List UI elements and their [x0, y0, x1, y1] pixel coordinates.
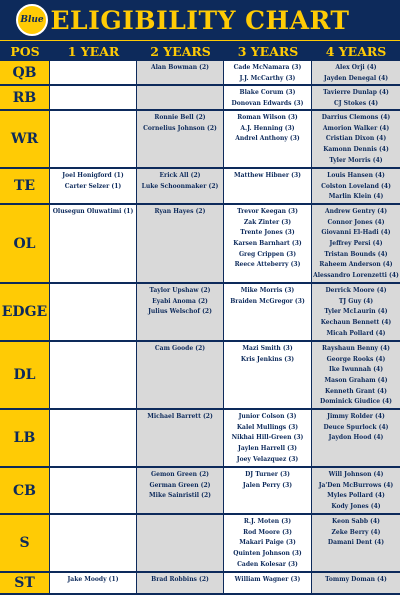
player-name: Jake Moody (1) — [67, 576, 119, 583]
player-name: Marlin Klein (4) — [328, 193, 384, 201]
player-name: Jayden Denegal (4) — [323, 74, 389, 82]
player-name: Rod Moore (3) — [243, 528, 292, 536]
player-name: Eyabi Anoma (2) — [152, 297, 208, 305]
table-row — [0, 468, 400, 515]
player-name: Braiden McGregor (3) — [230, 297, 305, 305]
table-row — [0, 410, 400, 468]
cell-y3 — [224, 342, 312, 408]
player-name: Zak Zinter (3) — [243, 218, 292, 226]
player-name: Kechaun Bennett (4) — [320, 319, 392, 327]
player-name: Ja'Den McBurrows (4) — [318, 481, 394, 489]
player-name: Carter Selzer (1) — [64, 182, 122, 190]
cell-y3 — [224, 573, 312, 593]
cell-y2 — [137, 342, 224, 408]
position-label: WR — [0, 111, 50, 167]
player-name: Tommy Doman (4) — [325, 576, 387, 583]
cell-y4 — [312, 573, 400, 593]
player-name: Amorion Walker (4) — [322, 124, 390, 132]
player-name: Louis Hansen (4) — [327, 172, 385, 179]
cell-y4 — [312, 169, 400, 203]
position-label: LB — [0, 410, 50, 466]
position-label: OL — [0, 205, 50, 282]
player-name: Deuce Spurlock (4) — [323, 423, 389, 431]
table-row — [0, 342, 400, 410]
player-name: Zeke Berry (4) — [331, 528, 381, 536]
cell-y2 — [137, 468, 224, 513]
eligibility-table — [0, 61, 400, 595]
player-name: Michael Barrett (2) — [147, 413, 213, 420]
cell-y1 — [50, 61, 137, 84]
table-row — [0, 111, 400, 169]
cell-y4 — [312, 111, 400, 167]
player-name: Cade McNamara (3) — [233, 64, 302, 71]
player-name: Alex Orji (4) — [335, 64, 377, 71]
table-row — [0, 573, 400, 595]
player-name: R.J. Moten (3) — [243, 518, 292, 525]
cell-y1 — [50, 515, 137, 571]
position-label: RB — [0, 86, 50, 109]
cell-y3 — [224, 111, 312, 167]
cell-y1 — [50, 205, 137, 282]
column-header-3-years: 3 YEARS — [224, 40, 312, 61]
player-name: Tyler Morris (4) — [329, 156, 383, 164]
player-name: Kamonn Dennis (4) — [323, 146, 389, 154]
player-name: Keon Sabb (4) — [332, 518, 380, 525]
cell-y4 — [312, 86, 400, 109]
column-header-1-year: 1 YEAR — [50, 40, 137, 61]
player-name: Donovan Edwards (3) — [231, 99, 304, 107]
player-name: George Rooks (4) — [326, 355, 386, 363]
player-name: DJ Turner (3) — [245, 471, 290, 478]
table-row — [0, 284, 400, 342]
cell-y4 — [312, 468, 400, 513]
cell-y4 — [312, 515, 400, 571]
player-name: Alessandro Lorenzetti (4) — [313, 272, 399, 280]
cell-y1 — [50, 573, 137, 593]
player-name: Trente Jones (3) — [240, 229, 295, 237]
cell-y3 — [224, 169, 312, 203]
player-name: Karsen Barnhart (3) — [233, 240, 302, 248]
player-name: Damani Dent (4) — [327, 539, 385, 547]
cell-y2 — [137, 284, 224, 340]
player-name: Micah Pollard (4) — [326, 329, 386, 337]
player-name: German Green (2) — [149, 481, 211, 489]
cell-y1 — [50, 342, 137, 408]
player-name: Alan Bowman (2) — [150, 64, 210, 71]
player-name: Olusegun Oluwatimi (1) — [52, 208, 134, 215]
player-name: Trevor Keegan (3) — [237, 208, 298, 215]
cell-y1 — [50, 468, 137, 513]
position-label: ST — [0, 573, 50, 593]
player-name: TJ Guy (4) — [338, 297, 374, 305]
page-title: ELIGIBILITY CHART — [50, 5, 350, 35]
player-name: Nikhai Hill-Green (3) — [231, 434, 304, 442]
player-name: Brad Robbins (2) — [151, 576, 209, 583]
player-name: Rayshaun Benny (4) — [322, 345, 390, 352]
cell-y2 — [137, 410, 224, 466]
logo-text: Blue — [20, 14, 44, 25]
position-label: DL — [0, 342, 50, 408]
cell-y1 — [50, 284, 137, 340]
player-name: Caden Kolesar (3) — [237, 560, 298, 568]
player-name: Mike Sainristil (2) — [149, 492, 211, 500]
player-name: Dominick Giudice (4) — [319, 398, 393, 406]
table-row — [0, 515, 400, 573]
table-row — [0, 86, 400, 111]
position-label: QB — [0, 61, 50, 84]
cell-y2 — [137, 169, 224, 203]
player-name: William Wagner (3) — [234, 576, 301, 583]
column-header-2-years: 2 YEARS — [137, 40, 224, 61]
cell-y2 — [137, 573, 224, 593]
table-row — [0, 205, 400, 284]
player-name: Jalen Perry (3) — [242, 481, 293, 489]
player-name: Will Johnson (4) — [328, 471, 384, 478]
player-name: Jaylen Harrell (3) — [238, 445, 297, 453]
player-name: Kris Jenkins (3) — [240, 355, 295, 363]
player-name: Connor Jones (4) — [327, 218, 385, 226]
cell-y3 — [224, 410, 312, 466]
player-name: Jeffrey Persi (4) — [329, 240, 383, 248]
player-name: Blake Corum (3) — [239, 89, 296, 96]
player-name: Kenneth Grant (4) — [325, 387, 387, 395]
player-name: Derrick Moore (4) — [325, 287, 387, 294]
player-name: Jimmy Rolder (4) — [327, 413, 385, 420]
player-name: J.J. McCarthy (3) — [239, 74, 296, 82]
player-name: Raheem Anderson (4) — [319, 261, 393, 269]
cell-y3 — [224, 515, 312, 571]
player-name: Kody Jones (4) — [331, 503, 381, 511]
player-name: Ronnie Bell (2) — [154, 114, 206, 121]
cell-y1 — [50, 86, 137, 109]
player-name: Cristian Dixon (4) — [325, 135, 387, 143]
cell-y4 — [312, 410, 400, 466]
column-header-4-years: 4 YEARS — [312, 40, 400, 61]
player-name: Junior Colson (3) — [238, 413, 297, 420]
player-name: Luke Schoonmaker (2) — [141, 182, 219, 190]
player-name: Colston Loveland (4) — [321, 182, 391, 190]
player-name: Roman Wilson (3) — [237, 114, 298, 121]
player-name: Myles Pollard (4) — [327, 492, 385, 500]
player-name: A.J. Henning (3) — [240, 124, 295, 132]
player-name: Ike Iwunnah (4) — [328, 366, 384, 374]
cell-y3 — [224, 468, 312, 513]
cell-y1 — [50, 410, 137, 466]
player-name: Andrel Anthony (3) — [235, 135, 300, 143]
player-name: CJ Stokes (4) — [333, 99, 379, 107]
cell-y2 — [137, 61, 224, 84]
player-name: Mason Graham (4) — [324, 377, 388, 385]
player-name: Tavierre Dunlap (4) — [323, 89, 389, 96]
player-name: Julius Welschof (2) — [148, 308, 212, 316]
cell-y3 — [224, 205, 312, 282]
player-name: Reece Atteberry (3) — [234, 261, 301, 269]
player-name: Ryan Hayes (2) — [154, 208, 206, 215]
player-name: Cornelius Johnson (2) — [143, 124, 217, 132]
cell-y2 — [137, 111, 224, 167]
cell-y1 — [50, 111, 137, 167]
player-name: Tristan Bounds (4) — [324, 250, 388, 258]
player-name: Joey Velazquez (3) — [236, 455, 299, 463]
blue-logo — [16, 4, 48, 36]
cell-y3 — [224, 61, 312, 84]
player-name: Kalel Mullings (3) — [236, 423, 299, 431]
position-label: EDGE — [0, 284, 50, 340]
cell-y4 — [312, 342, 400, 408]
cell-y2 — [137, 86, 224, 109]
table-row — [0, 169, 400, 205]
position-label: TE — [0, 169, 50, 203]
player-name: Quinten Johnson (3) — [233, 550, 302, 558]
player-name: Makari Paige (3) — [239, 539, 296, 547]
player-name: Giovanni El-Hadi (4) — [321, 229, 391, 237]
cell-y1 — [50, 169, 137, 203]
player-name: Joel Honigford (1) — [62, 172, 124, 179]
player-name: Erick All (2) — [159, 172, 201, 179]
position-label: S — [0, 515, 50, 571]
player-name: Tyler McLaurin (4) — [324, 308, 388, 316]
player-name: Andrew Gentry (4) — [324, 208, 388, 215]
player-name: Matthew Hibner (3) — [234, 172, 301, 179]
player-name: Mike Morris (3) — [240, 287, 295, 294]
player-name: Greg Crippen (3) — [238, 250, 297, 258]
player-name: Taylor Upshaw (2) — [149, 287, 211, 294]
column-header-pos: POS — [0, 40, 50, 61]
player-name: Cam Goode (2) — [154, 345, 206, 352]
cell-y2 — [137, 205, 224, 282]
position-label: CB — [0, 468, 50, 513]
header-banner — [0, 0, 400, 40]
cell-y3 — [224, 86, 312, 109]
player-name: Jaydon Hood (4) — [328, 434, 384, 442]
cell-y4 — [312, 61, 400, 84]
player-name: Darrius Clemons (4) — [321, 114, 391, 121]
table-row — [0, 61, 400, 86]
player-name: Gemon Green (2) — [151, 471, 209, 478]
cell-y2 — [137, 515, 224, 571]
cell-y4 — [312, 284, 400, 340]
cell-y4 — [312, 205, 400, 282]
cell-y3 — [224, 284, 312, 340]
player-name: Mazi Smith (3) — [242, 345, 293, 352]
